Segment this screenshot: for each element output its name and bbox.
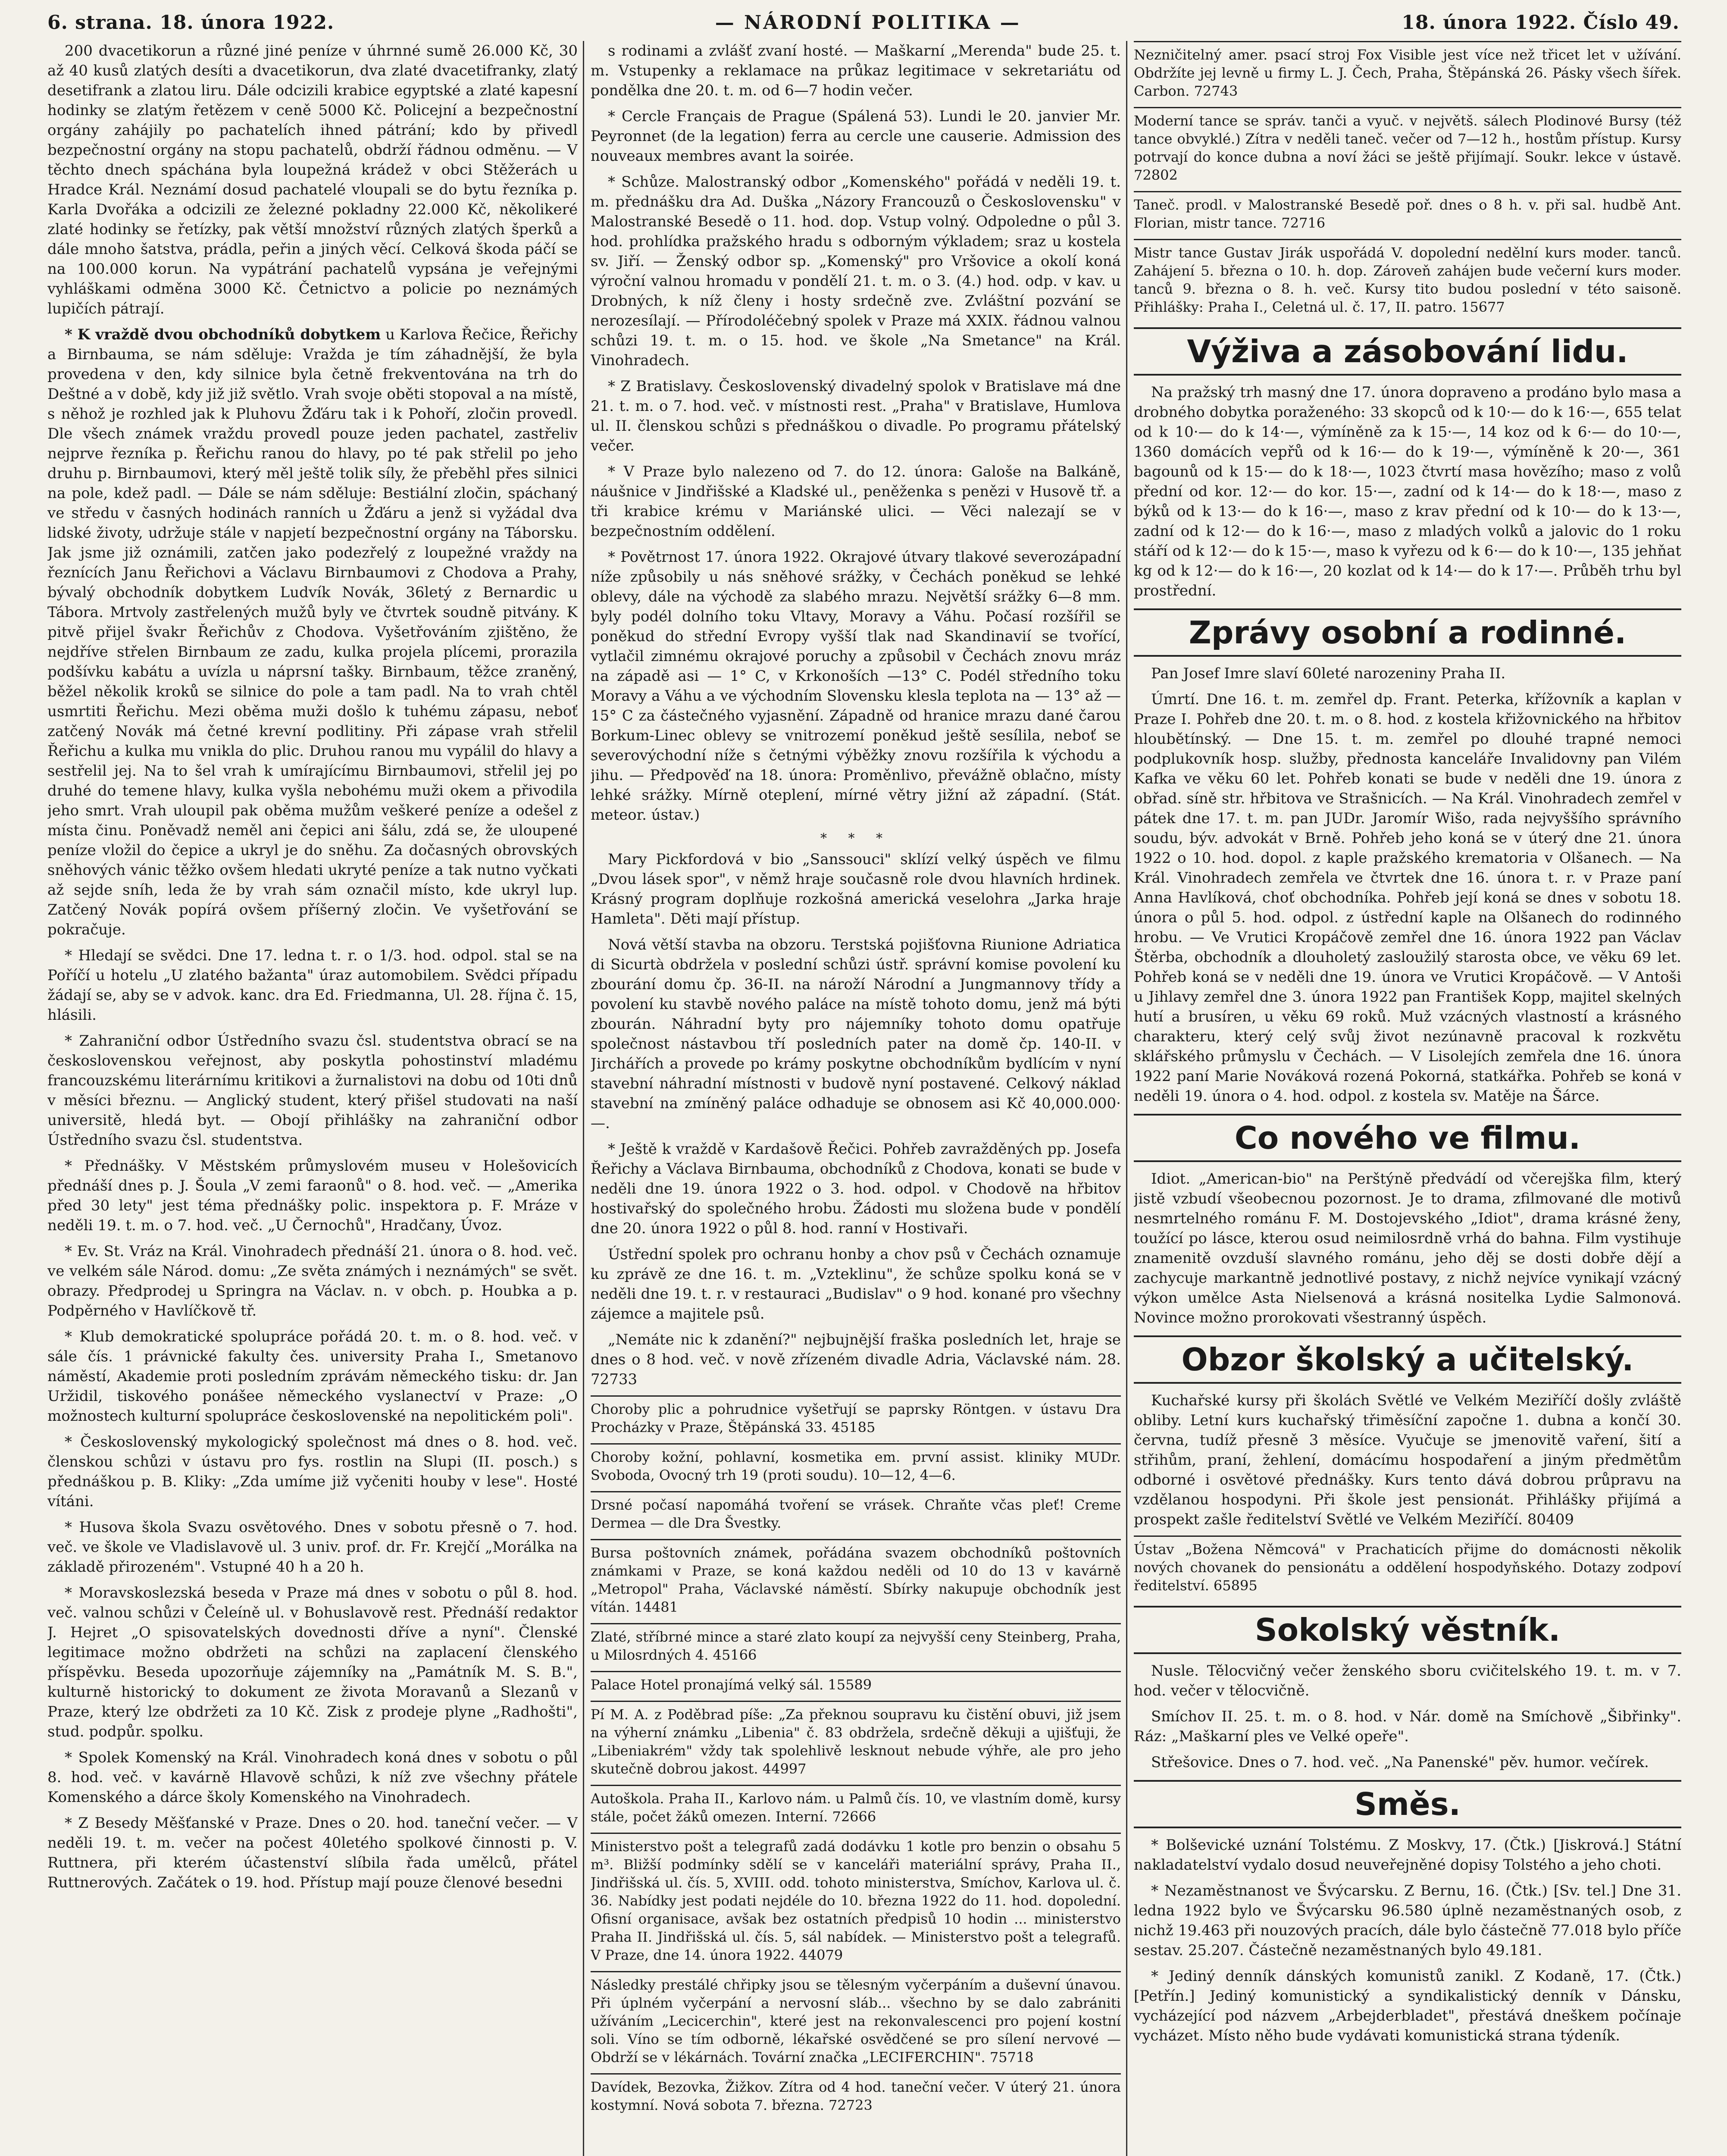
- column-rule: [583, 41, 584, 2156]
- notice-lectures: * Přednášky. V Městském průmyslovém museu v Holešovicích přednáší dnes p. J. Šoula „V zemi faraonů" o 8. hod. več. — „Amerika před 30 lety" jest téma přednášky polic. inspektora p. F. Mráze v neděli 19. t. m. o 7. hod. več. „U Černochů", Hradčany, Úvoz.: [47, 1157, 578, 1234]
- article-heading: * K vraždě dvou obchodníků dobytkem: [65, 326, 381, 343]
- classified-ad: Zlaté, stříbrné mince a staré zlato koupí za nejvyšší ceny Steinberg, Praha, u Milosrdných 4. 45166: [591, 1623, 1121, 1667]
- notice-mycological-society: * Československý mykologický společnost má dnes o 8. hod. več. členskou schůzi v ústavu pro fys. rostlin na Slupi (II. posch.) s přednáškou p. B. Kliky: „Zda umíme již vyčeniti houby v lese". Hosté vítáni.: [47, 1433, 578, 1510]
- notice-sokol-smichov: Smíchov II. 25. t. m. o 8. hod. v Nár. domě na Smíchově „Šibřinky". Ráz: „Maškarní ples ve Velké opeře".: [1134, 1708, 1681, 1745]
- article-film-pickford: Mary Pickfordová v bio „Sanssouci" sklízí velký úspěch ve filmu „Dvou lásek spor", v němž hraje současně role dvou hlavních hrdinek. Krásný program doplňuje rozkošná americká veselohra „Jarka hraje Hamleta". Děti mají přístup.: [591, 851, 1121, 928]
- notice-moravian-society: * Moravskoslezská beseda v Praze má dnes v sobotu o půl 8. hod. več. valnou schůzi v Čeleíně ul. v Bohuslavově rest. Přednáší redaktor J. Hejret „O spisovatelských dovednosti dříve a nyní". Členské legitimace možno obdržeti na schůzi na zaplacení členského příspěvku. Beseda upozorňuje zájemníky na „Památník M. S. B.", kulturně historický to dokument ze života Moravanů a Slezanů v Praze, který lze obdržeti za 10 Kč. Zisk z prodeje plyne „Radhošti", stud. podpůr. spolku.: [47, 1584, 578, 1740]
- article-danish-communists: * Jediný denník dánských komunistů zanikl. Z Kodaně, 17. (Čtk.) [Petřín.] Jediný komunistický a syndikalistický denník v Dánsku, vycházející pod názvem „Arbejderbladet", přestává dneškem počínaje vycházet. Místo něho bude vydávati komunistická strana týdeník.: [1134, 1968, 1681, 2044]
- column-3: [1134, 41, 1681, 2156]
- section-heading-personal-news: Zprávy osobní a rodinné.: [1134, 608, 1681, 657]
- article-robbery: 200 dvacetikorun a různé jiné peníze v úhrnné sumě 26.000 Kč, 30 až 40 kusů zlatých desíti a dvacetikorun, dva zlaté dvacetifranky, zlatý desetifrank a zlatou liru. Dále odcizili krabice egyptské a zlaté kapesní hodinky se zlatým řetězem v ceně 5000 Kč. Policejní a bezpečnostní orgány zahájily po pachatelích ihned pátrání; kdo by přivedl bezpečnostní orgány na stopu pachatelů, obdrží řádnou odměnu. — V těchto dnech spáchána byla loupežná krádež v obci Stěžerách u Hradce Král. Neznámí dosud pachatelé vloupali se do bytu řezníka p. Karla Dvořáka a odcizili ze železné pokladny 22.000 Kč, několikeré zlaté hodinky se řetízky, pak větší množství různých zlatých šperků a dále mnoho šatstva, prádla, peřin a jiných věcí. Celková škoda páčí se na 100.000 korun. Na vypátrání pachatelů vypsána je veřejnými vyhláškami odměna 3000 Kč. Četnictvo a policie po neznámých lupičích pátrají.: [47, 42, 578, 317]
- classified-ad: Choroby plic a pohrudnice vyšetřují se paprsky Röntgen. v ústavu Dra Procházky v Praze, Štěpánská 33. 45185: [591, 1395, 1121, 1440]
- article-swiss-unemployment: * Nezaměstnanost ve Švýcarsku. Z Bernu, 16. (Čtk.) [Sv. tel.] Dne 31. ledna 1922 bylo ve Švýcarsku 96.580 úplně nezaměstnaných osob, z nichž 19.463 při nouzových pracích, dále bylo částečně 77.018 bylo příče sestav. 25.207. Částečně nezaměstnaných bylo 49.181.: [1134, 1882, 1681, 1959]
- article-body: u Karlova Řečice, Řeřichy a Birnbauma, se nám sděluje: Vražda je tím záhadnější, že byla provedena v den, kdy silnice byla četně frekventována na trh do Deštné a v době, kdy již již světlo. Vrah svoje oběti stopoval a na místě, s něhož je rozhled jak k Pluhovu Žďáru tak i k Pohoří, zločin provedl. Dle všech známek vraždu provedl pouze jeden pachatel, zastřeliv nejprve řezníka p. Řeřichu ranou do hlavy, po té pak střelil po jeho druhu p. Birnbaumovi, který měl ještě tolik síly, že přeběhl přes silnici na pole, kdež padl. — Dále se nám sděluje: Bestiální zločin, spáchaný ve středu v časných hodinách ranních u Žďáru a jenž si vyžádal dva lidské životy, udržuje stále v napjetí bezpečnostní orgány na Táborsku. Jak jsme již oznámili, zatčen jako podezřelý z loupežné vraždy na řeznících Janu Řeřichovi a Václavu Birnbaumovi z Chodova a Prahy, bývalý obchodník dobytkem Ludvík Novák, 36letý z Bernardic u Tábora. Mrtvoly zastřelených mužů byly ve čtvrtek soudně pitvány. K pitvě přijel švakr Řeřichův z Chodova. Vyšetřováním zjištěno, že nejdříve střelen Birnbaum ze zadu, kulka projela plícemi, prorazila podšívku kabátu a uvízla u náprsní tašky. Birnbaum, těžce zraněný, běžel několik kroků se silnice do pole a tam padl. Na to vrah chtěl usmrtiti Řeřichu. Mezi oběma muži došlo k tuhému zápasu, neboť zatčený Novák má četné krevní podlitiny. Při zápase vrah střelil Řeřichu a kulka mu vnikla do plic. Druhou ranou mu vypálil do hlavy a sestřelil jej. Na to šel vrah k umírajícímu Birnbaumovi, střelil jej po druhé do temene hlavy, kulka vyšla nebohému muži okem a přivodila jeho smrt. Vrah uloupil pak oběma mužům veškeré peníze a odešel z místa činu. Poněvadž neměl ani čepici ani šálu, zdá se, že uloupené peníze vložil do čepice a ukryl je do sněhu. Za dočasných obrovských sněhových vánic těžko ovšem hledati ukryté peníze a tak nutno vyčkati až sejde sníh, leda že by vrah sám označil místo, kde ukryl lup. Zatčený Novák popírá ovšem příšerný zločin. Ve vyšetřování se pokračuje.: [47, 326, 578, 938]
- notice-witnesses: * Hledají se svědci. Dne 17. ledna t. r. o 1/3. hod. odpol. stal se na Poříčí u hotelu „U zlatého bažanta" úraz automobilem. Svědci případu žádají se, aby se v advok. kanc. dra Ed. Friedmanna, Ul. 28. října č. 15, hlásili.: [47, 947, 578, 1024]
- classified-ad: Davídek, Bezovka, Žižkov. Zítra od 4 hod. taneční večer. V úterý 21. února kostymní. Nová sobota 7. března. 72723: [591, 2073, 1121, 2118]
- header-page-date: 6. strana. 18. února 1922.: [47, 11, 335, 34]
- notice-cercle-francais: * Cercle Français de Prague (Spálená 53). Lundi le 20. janvier Mr. Peyronnet (de la legation) ferra au cercle une causerie. Admission des nouveaux membres avant la soirée.: [591, 108, 1121, 165]
- article-birthday: Pan Josef Imre slaví 60leté narozeniny Praha II.: [1151, 665, 1506, 682]
- notice-bratislava: * Z Bratislavy. Československý divadelný spolok v Bratislave má dne 21. t. m. o 7. hod. več. v místnosti rest. „Praha" v Bratislave, Humlova ul. II. členskou schůzi s přednáškou o divadle. Po programu přátelský večer.: [591, 378, 1121, 454]
- page-header: [47, 9, 1680, 36]
- notice-komensky-society: * Spolek Komenský na Král. Vinohradech koná dnes v sobotu o půl 8. hod. več. v kavárně Hlavově schůzi, k níž zve všechny přátele Komenského a dárce školy Komenského na Vinohradech.: [47, 1749, 578, 1806]
- classified-ad: Nezničitelný amer. psací stroj Fox Visible jest více než třicet let v užívání. Obdržíte jej levně u firmy L. J. Čech, Praha, Štěpánská 26. Pásky všech šířek. Carbon. 72743: [1134, 41, 1681, 103]
- article-weather: * Povětrnost 17. února 1922. Okrajové útvary tlakové severozápadní níže způsobily u nás sněhové srážky, v Čechách poněkud se lehké oblevy, dále na východě za slabého mrazu. Největší srážky 6—8 mm. byly podél dolního toku Vltavy, Moravy a Váhu. Počasí rozšířil se poněkud do střední Evropy vyšší tlak nad Skandinavií se tvořící, vytlačil zimnému okrajové poruchy a způsobil v Čechách znovu mráz na západě asi — 1° C, v Krkonoších —13° C. Podél středního toku Moravy a Váhu a ve východním Slovensku klesla teplota na — 13° až — 15° C za částečného vyjasnění. Západně od hranice mrazu dané čarou Borkum-Linec oblevy se vnitrozemí poněkud ještě sesílila, neboť se severovýchodní níže s četnými výběžky znovu rozšířila k východu a jihu. — Předpověď na 18. února: Proměnlivo, převážně oblačno, místy lehké srážky. Mírně oteplení, mírné větry jižní až západní. (Stát. meteor. ústav.): [591, 548, 1121, 824]
- section-heading-food-supply: Výživa a zásobování lidu.: [1134, 327, 1681, 376]
- section-heading-sokol: Sokolský věstník.: [1134, 1606, 1681, 1654]
- classified-ad: Drsné počasí napomáhá tvoření se vrásek. Chraňte včas pleť! Creme Dermea — dle Dra Švestky.: [591, 1491, 1121, 1536]
- classified-ad: Taneč. prodl. v Malostranské Besedě poř. dnes o 8 h. v. při sal. hudbě Ant. Florian, mistr tance. 72716: [1134, 191, 1681, 235]
- notice-theatre-farce: „Nemáte nic k zdanění?" nejbujnější fraška posledních let, hraje se dnes o 8 hod. več. v nově zřízeném divadle Adria, Václavské nám. 28. 72733: [591, 1331, 1121, 1388]
- column-2: [591, 41, 1121, 2156]
- classified-ad: Autoškola. Praha II., Karlovo nám. u Palmů čís. 10, ve vlastním domě, kursy stále, počet žáků omezen. Interní. 72666: [591, 1785, 1121, 1829]
- article-meat-market: Na pražský trh masný dne 17. února dopraveno a prodáno bylo masa a drobného dobytka poraženého: 33 skopců od k 10·— do k 16·—, 655 telat od k 10·— do k 14·—, výmíněně za k 15·—, 14 koz od k 6·— do 10·—, 1360 domácích vepřů od k 16·— do k 19·—, výmíněně k 20·—, 361 bagounů od k 15·— do k 18·—, 1023 čtvrtí masa hovězího; maso z volů přední od kor. 12·— do kor. 15·—, zadní od k 14·— do k 18·—, maso z býků od k 13·— do k 16·—, maso z krav přední od k 10·— do k 13·—, zadní od k 12·— do k 16·—, maso z mladých volků a jalovic do 1 roku stáří od k 12·— do k 15·—, maso k vyřezu od k 6·— do k 10·—, 135 jehňat kg od k 12·— do k 16·—, 20 kozlat od k 14·— do k 17·—. Průběh trhu byl prostřední.: [1134, 384, 1681, 599]
- classified-ad: Palace Hotel pronajímá velký sál. 15589: [591, 1671, 1121, 1697]
- notice-student-union: * Zahraniční odbor Ústředního svazu čsl. studentstva obrací se na československou veřejnost, aby poskytla pohostinství mladému francouzskému literárnímu kritikovi a žurnalistovi na dobu od 10ti dnů v měsíci březnu. — Anglický student, který přišel studovati na naší universitě, hledá byt. — Obojí přihlášky na zahraniční odbor Ústředního svazu čsl. studentstva.: [47, 1032, 578, 1149]
- classified-ad: Ministerstvo pošt a telegrafů zadá dodávku 1 kotle pro benzin o obsahu 5 m³. Bližší podmínky sdělí se v kanceláři materiální správy, Praha II., Jindřišská ul. čís. 5, XVIII. odd. tohoto ministerstva, Smíchov, Karlova ul. č. 36. Nabídky jest podati nejdéle do 10. března 1922 do 11. hod. dopolední. Ofisní organisace, avšak bez ostatních předpisů 10 hodin ... ministerstvo Praha II. Jindřišská ul. čís. 5, sál nabídek. — Ministerstvo pošt a telegrafů. V Praze, dne 14. února 1922. 44079: [591, 1833, 1121, 1968]
- notice-hunting-society: Ústřední spolek pro ochranu honby a chov psů v Čechách oznamuje ku zprávě ze dne 16. t. m. „Vzteklinu", že schůze spolku koná se v neděli dne 19. t. r. v restauraci „Budislav" o 9 hod. konané pro všechny zájemce a majitele psů.: [591, 1246, 1121, 1322]
- header-issue-number: 18. února 1922. Číslo 49.: [1402, 11, 1680, 34]
- article-new-building: Nová větší stavba na obzoru. Terstská pojišťovna Riunione Adriatica di Sicurtà obdržela v poslední schůzi ústř. správní komise povolení ku zbourání domu čp. 36-II. na nároží Národní a Jungmannovy třídy a povolení ku stavbě nového paláce na místě tohoto domu, jenž má býti zbourán. Náhradní byty pro nájemníky tohoto domu opatřuje společnost nástavbou tří posledních pater na domě čp. 140-II. v Jirchářích a provede po krámy poskytne obchodníkům bydlícím v nyní stavební náhradní místnosti v budově nyní postavené. Celkový náklad stavební na zmíněný paláce odhaduje se obnosem asi Kč 40,000.000·—.: [591, 936, 1121, 1132]
- column-rule: [1126, 41, 1127, 2156]
- section-heading-film: Co nového ve filmu.: [1134, 1114, 1681, 1162]
- notice-sokol-stresovice: Střešovice. Dnes o 7. hod. več. „Na Panenské" pěv. humor. večírek.: [1151, 1754, 1649, 1771]
- article-murder-funeral: * Ještě k vraždě v Kardašově Řečici. Pohřeb zavražděných pp. Josefa Řeřichy a Václava Birnbauma, obchodníků z Chodova, konati se bude v neděli dne 19. února 1922 o 3. hod. odpol. v Chodově na hřbitov hostivařský do společného hrobu. Žádosti mu složena bude v pondělí dne 20. února 1922 o půl 8. hod. ranní v Hostivaři.: [591, 1141, 1121, 1237]
- article-obituaries: Úmrtí. Dne 16. t. m. zemřel dp. Frant. Peterka, křížovník a kaplan v Praze I. Pohřeb dne 20. t. m. o 8. hod. z kostela křižovnického na hřbitov hloubětínský. — Dne 15. t. m. zemřel po dlouhé trapné nemoci podplukovník hosp. služby, přednosta kanceláře Invalidovny pan Vilém Kafka ve věku 60 let. Pohřeb konati se bude v neděli dne 19. února z obřad. síně str. hřbitova ve Strašnicích. — Na Král. Vinohradech zemřel v pátek dne 17. t. m. pan JUDr. Jaromír Wišo, rada nejvyššího správního soudu, býv. advokát v Brně. Pohřeb jeho koná se v úterý dne 21. února 1922 o 10. hod. dopol. z kaple pražského krematoria v Olšanech. — Na Král. Vinohradech zemřela ve čtvrtek dne 16. února t. r. v Praze paní Anna Havlíková, choť obchodníka. Pohřeb její koná se dnes v sobotu 18. února o půl 5. hod. odpol. z ústřední kaple na Olšanech do rodinného hrobu. — Ve Vrutici Kropáčově zemřel dne 16. února 1922 pan Václav Štěrba, obchodník a dlouholetý zasloužilý starosta obce, ve věku 69 let. Pohřeb koná se v neděli dne 19. února ve Vrutici Kropáčově. — V Antoši u Jihlavy zemřel dne 3. února 1922 pan František Kopp, majitel skelných hutí a brusíren, u věku 69 roků. Muž vzácných vlastností a krásného charakteru, který celý svůj život nezúnavně pracoval k rozkvětu sklářského průmyslu v Čechách. — V Lisolejích zemřela dne 16. února 1922 paní Marie Nováková rozená Pokorná, statkářka. Pohřeb se koná v neděli 19. února o 4. hod. odpol. z kostela sv. Matěje na Šárce.: [1134, 691, 1681, 1105]
- notice-meetings: * Schůze. Malostranský odbor „Komenského" pořádá v neděli 19. t. m. přednášku dra Ad. Duška „Názory Francouzů o Československu" v Malostranské Besedě o 11. hod. dop. Vstup volný. Odpoledne o půl 3. hod. prohlídka pražského hradu s odborným výkladem; sraz u kostela sv. Jiří. — Ženský odbor sp. „Komenský" pro Vršovice a okolí koná výroční valnou hromadu v pondělí 21. t. m. o 3. (4.) hod. odp. v kav. u Drobných, k níž členy i hosty srdečně zve. Zvláštní pozvání se nerozesílají. — Přírodoléčebný spolek v Praze má XXIX. řádnou valnou schůzi 19. t. m. o 15. hod. ve škole „Na Smetance" na Král. Vinohradech.: [591, 173, 1121, 369]
- classified-ad: Ústav „Božena Němcová" v Prachaticích přijme do domácnosti několik nových chovanek do pensionátu a oddělení hospodyňského. Dotazy zodpoví ředitelství. 65895: [1134, 1536, 1681, 1598]
- classified-ad: Bursa poštovních známek, pořádána svazem obchodníků poštovních známkami v Praze, se koná každou neděli od 10 do 13 v kavárně „Metropol" Praha, Václavské náměstí. Sbírky nakupuje obchodník jest vítán. 14481: [591, 1539, 1121, 1620]
- classified-ad: Moderní tance se správ. tanči a vyuč. v největš. sálech Plodinové Bursy (též tance obvyklé.) Zítra v neděli taneč. večer od 7—12 h., hostům přístup. Kursy potrvají do konce dubna a noví žáci se ještě přijímají. Soukr. lekce v ústavě. 72802: [1134, 107, 1681, 188]
- classified-ad: Následky prestálé chřipky jsou se tělesným vyčerpáním a duševní únavou. Při úplném vyčerpání a nervosní sláb... všechno by se dalo zabrániti užíváním „Lecicerchin", které jest na rekonvalescenci pro pojení kostní soli. Víno se tím odborně, lékařské osvědčené se pro sílení nervové — Obdrží se v lékárnách. Tovární značka „LECIFERCHIN". 75718: [591, 1971, 1121, 2070]
- classified-ad: Mistr tance Gustav Jirák uspořádá V. dopolední nedělní kurs moder. tanců. Zahájení 5. března o 10. h. dop. Zároveň zahájen bude večerní kurs moder. tanců 9. března o 8. h. več. Kursy tito budou poslední v této saisoně. Přihlášky: Praha I., Celetná ul. č. 17, II. patro. 15677: [1134, 239, 1681, 320]
- masthead-title: — NÁRODNÍ POLITIKA —: [715, 11, 1021, 34]
- notice-vraz-lecture: * Ev. St. Vráz na Král. Vinohradech přednáší 21. února o 8. hod. več. ve velkém sále Národ. domu: „Ze světa známých i neznámých" se svět. obrazy. Předprodej u Springra na Václav. n. v obch. p. Houbka a p. Podpěrného v Havlíčkově tř.: [47, 1243, 578, 1319]
- section-heading-miscellany: Směs.: [1134, 1780, 1681, 1828]
- section-heading-school: Obzor školský a učitelský.: [1134, 1335, 1681, 1384]
- section-divider: * * *: [820, 831, 892, 846]
- article-film-idiot: Idiot. „American-bio" na Perštýně předvádí od včerejška film, který jistě vzbudí všeobecnou pozornost. Je to drama, zfilmované dle motivů nesmrtelného románu F. M. Dostojevského „Idiot", drama krásné ženy, toužící po lásce, kterou osud neimilosrdně vrhá do bahna. Film vystihuje znamenitě ovzduší slavného románu, jeho děj se dosti dobře dějí a zachycuje markantně jednotlivé postavy, z nichž nejvíce vynikají vzácný výkon umělce Asta Nielsenová a krásná nositelka Lydie Salmonová. Novince možno prorokovati všestranný úspěch.: [1134, 1170, 1681, 1326]
- notice-lost-and-found: * V Praze bylo nalezeno od 7. do 12. února: Galoše na Balkáně, náušnice v Jindřišské a Kladské ul., peněženka s penězi v Husově tř. a tři krabice krému v Mariánské ulici. — Věci nalezají se v bezpečnostním oddělení.: [591, 463, 1121, 540]
- classified-ad: Choroby kožní, pohlavní, kosmetika em. první assist. kliniky MUDr. Svoboda, Ovocný trh 19 (proti soudu). 10—12, 4—6.: [591, 1443, 1121, 1488]
- column-1: [47, 41, 578, 2156]
- notice-democratic-club: * Klub demokratické spolupráce pořádá 20. t. m. o 8. hod. več. v sále čís. 1 právnické fakulty čes. university Praha I., Smetanovo náměstí, Akademie proti posledním zprávám německého tisku: dr. Jan Uržidil, tiskového ponášee německého vyslanectví v Praze: „O možnostech kulturní spolupráce československé na nepolitickém poli".: [47, 1328, 578, 1425]
- notice-sokol-nusle: Nusle. Tělocvičný večer ženského sboru cvičitelského 19. t. m. v 7. hod. večer v tělocvičně.: [1134, 1662, 1681, 1699]
- notice-burgher-club: * Z Besedy Měšťanské v Praze. Dnes o 20. hod. taneční večer. — V neděli 19. t. m. večer na počest 40letého spolkové činnosti p. V. Ruttnera, při kterém účastenství slíbila řada umělců, přátel Ruttnerových. Začátek o 19. hod. Přístup mají pouze členové besedni: [47, 1814, 578, 1891]
- article-cooking-courses: Kuchařské kursy při školách Světlé ve Velkém Meziříčí došly zvláště obliby. Letní kurs kuchařský třiměsíční započne 1. dubna a končí 30. června, tudíž přesně 3 měsíce. Vyučuje se jmenovitě vaření, šití a střihům, praní, žehlení, domácímu hospodaření a jiným předmětům odborné i osvětové přednášky. Kurs tento dává dobrou průpravu na vzdělanou hospodyni. Při škole jest pensionát. Přihlášky přijímá a prospekt zašle ředitelství Světlé ve Velkém Meziříčí. 80409: [1134, 1392, 1681, 1528]
- article-double-murder: [47, 325, 578, 940]
- article-tolstoy: * Bolševické uznání Tolstému. Z Moskvy, 17. (Čtk.) [Jiskrová.] Státní nakladatelství vydalo dosud neuveřejněné dopisy Tolstého a jeho choti.: [1134, 1836, 1681, 1874]
- notice-merenda: s rodinami a zvlášť zvaní hosté. — Maškarní „Merenda" bude 25. t. m. Vstupenky a reklamace na průkaz legitimace v sekretariátu od pondělka dne 20. t. m. od 6—7 hodin večer.: [591, 42, 1121, 99]
- classified-ad: Pí M. A. z Poděbrad píše: „Za překnou soupravu ku čistění obuvi, již jsem na výherní známku „Libenia" č. 83 obdržela, srdečně děkuji a ujišťuji, že „Libeniakrém" vždy tak spolehlivě lesknout nebude výhře, ale pro jeho skutečně dobrou jakost. 44997: [591, 1701, 1121, 1781]
- notice-hus-school: * Husova škola Svazu osvětového. Dnes v sobotu přesně o 7. hod. več. ve škole ve Vladislavově ul. 3 univ. prof. dr. Fr. Krejčí „Morálka na základě přirozeném". Vstupné 40 h a 20 h.: [47, 1519, 578, 1576]
